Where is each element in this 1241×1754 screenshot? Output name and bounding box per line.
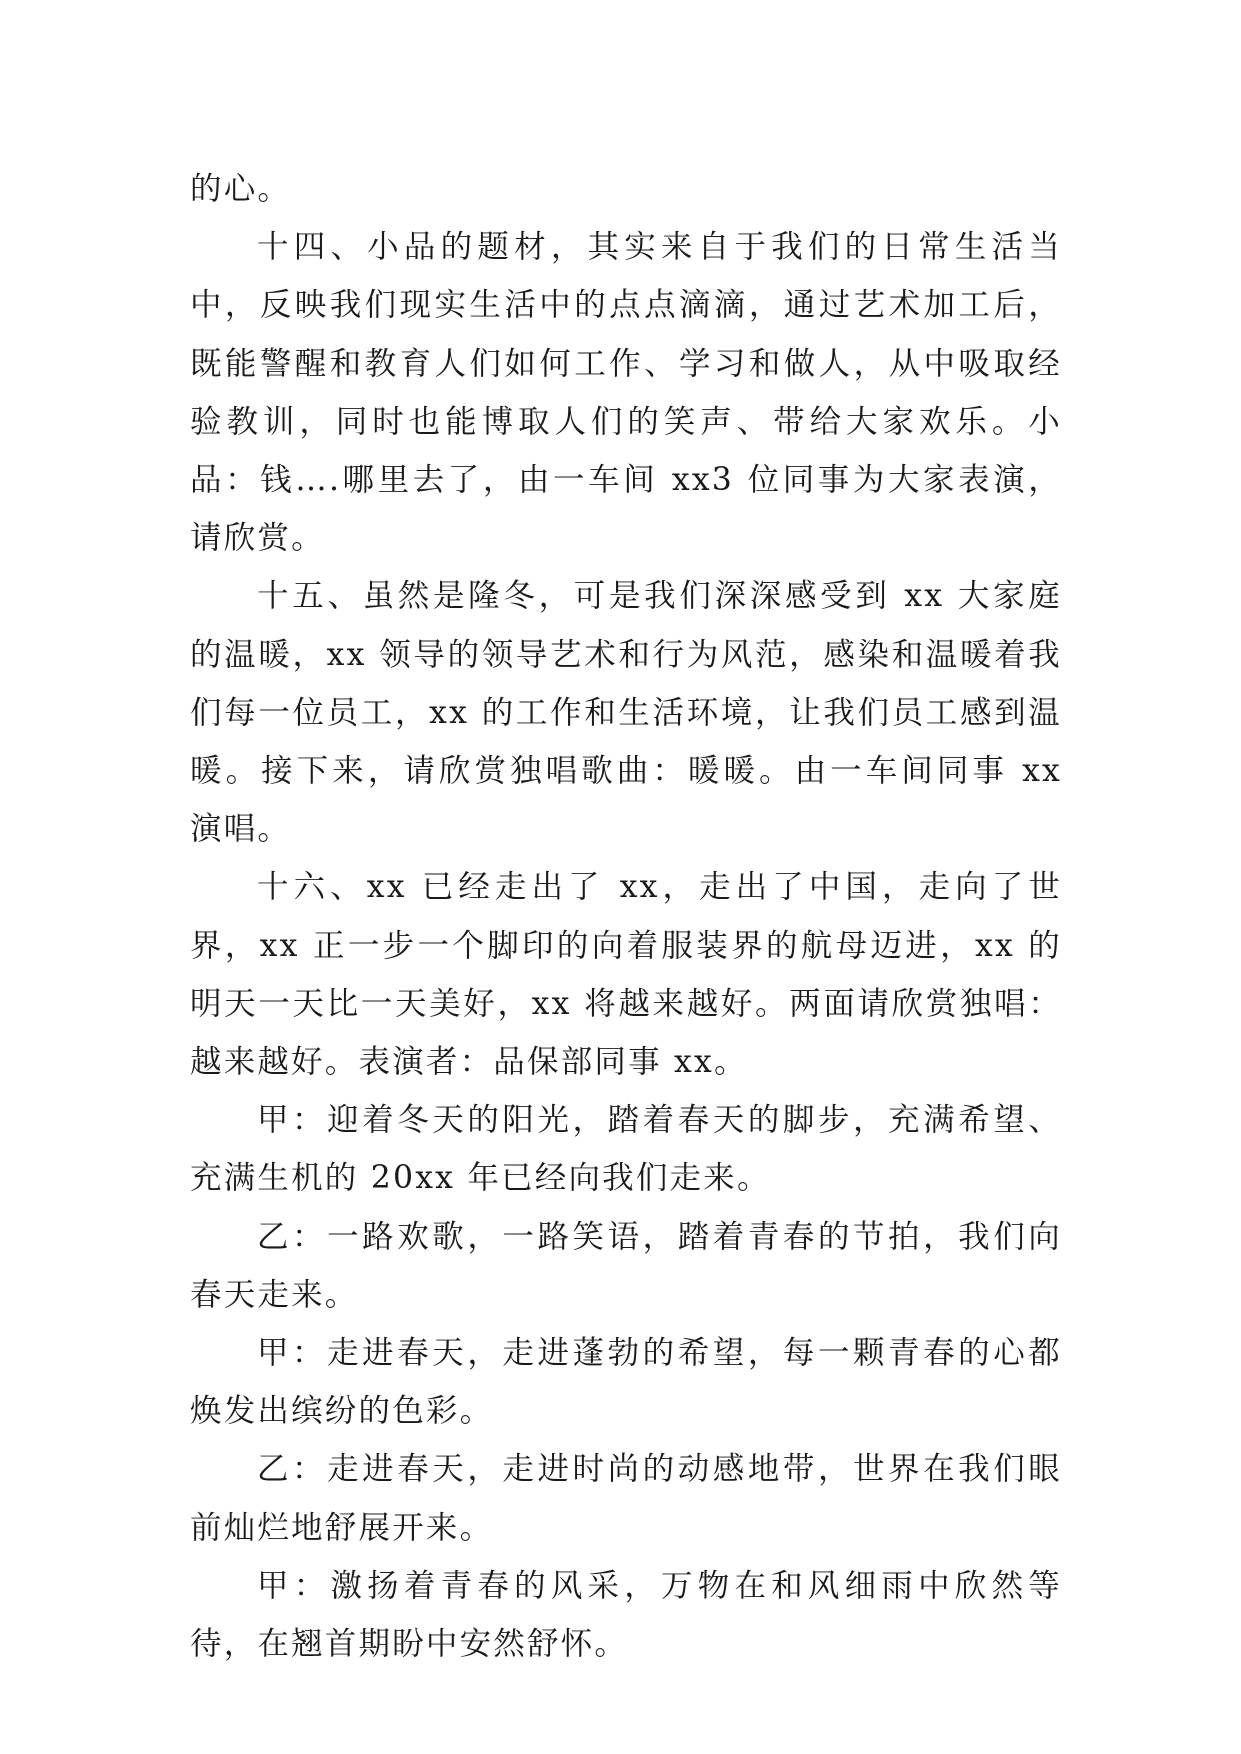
paragraph-item-15: 十五、虽然是隆冬，可是我们深深感受到 xx 大家庭的温暖，xx 领导的领导艺术和行为风范，感染和温暖着我们每一位员工，xx 的工作和生活环境，让我们员工感到温暖。接下来，请欣赏独唱歌曲：暖暖。由一车间同事 xx 演唱。 xyxy=(190,578,1062,848)
paragraph-item-14: 十四、小品的题材，其实来自于我们的日常生活当中，反映我们现实生活中的点点滴滴，通过艺术加工后，既能警醒和教育人们如何工作、学习和做人，从中吸取经验教训，同时也能博取人们的笑声、带给大家欢乐。小品：钱….哪里去了，由一车间 xx3 位同事为大家表演，请欣赏。 xyxy=(190,229,1062,557)
document-body xyxy=(190,160,1062,1673)
paragraph-continuation: 的心。 xyxy=(190,171,292,207)
paragraph-dialogue-jia-3: 甲：激扬着青春的风采，万物在和风细雨中欣然等待，在翘首期盼中安然舒怀。 xyxy=(190,1567,1062,1663)
paragraph-item-16: 十六、xx 已经走出了 xx，走出了中国，走向了世界，xx 正一步一个脚印的向着服装界的航母迈进，xx 的明天一天比一天美好，xx 将越来越好。两面请欣赏独唱：越来越好。表演者：品保部同事 xx。 xyxy=(190,869,1062,1081)
paragraph-dialogue-jia-2: 甲：走进春天，走进蓬勃的希望，每一颗青春的心都焕发出缤纷的色彩。 xyxy=(190,1335,1062,1430)
paragraph-dialogue-jia-1: 甲：迎着冬天的阳光，踏着春天的脚步，充满希望、充满生机的 20xx 年已经向我们走来。 xyxy=(190,1102,1062,1197)
paragraph-dialogue-yi-1: 乙：一路欢歌，一路笑语，踏着青春的节拍，我们向春天走来。 xyxy=(190,1218,1062,1313)
paragraph-dialogue-yi-2: 乙：走进春天，走进时尚的动感地带，世界在我们眼前灿烂地舒展开来。 xyxy=(190,1451,1062,1546)
